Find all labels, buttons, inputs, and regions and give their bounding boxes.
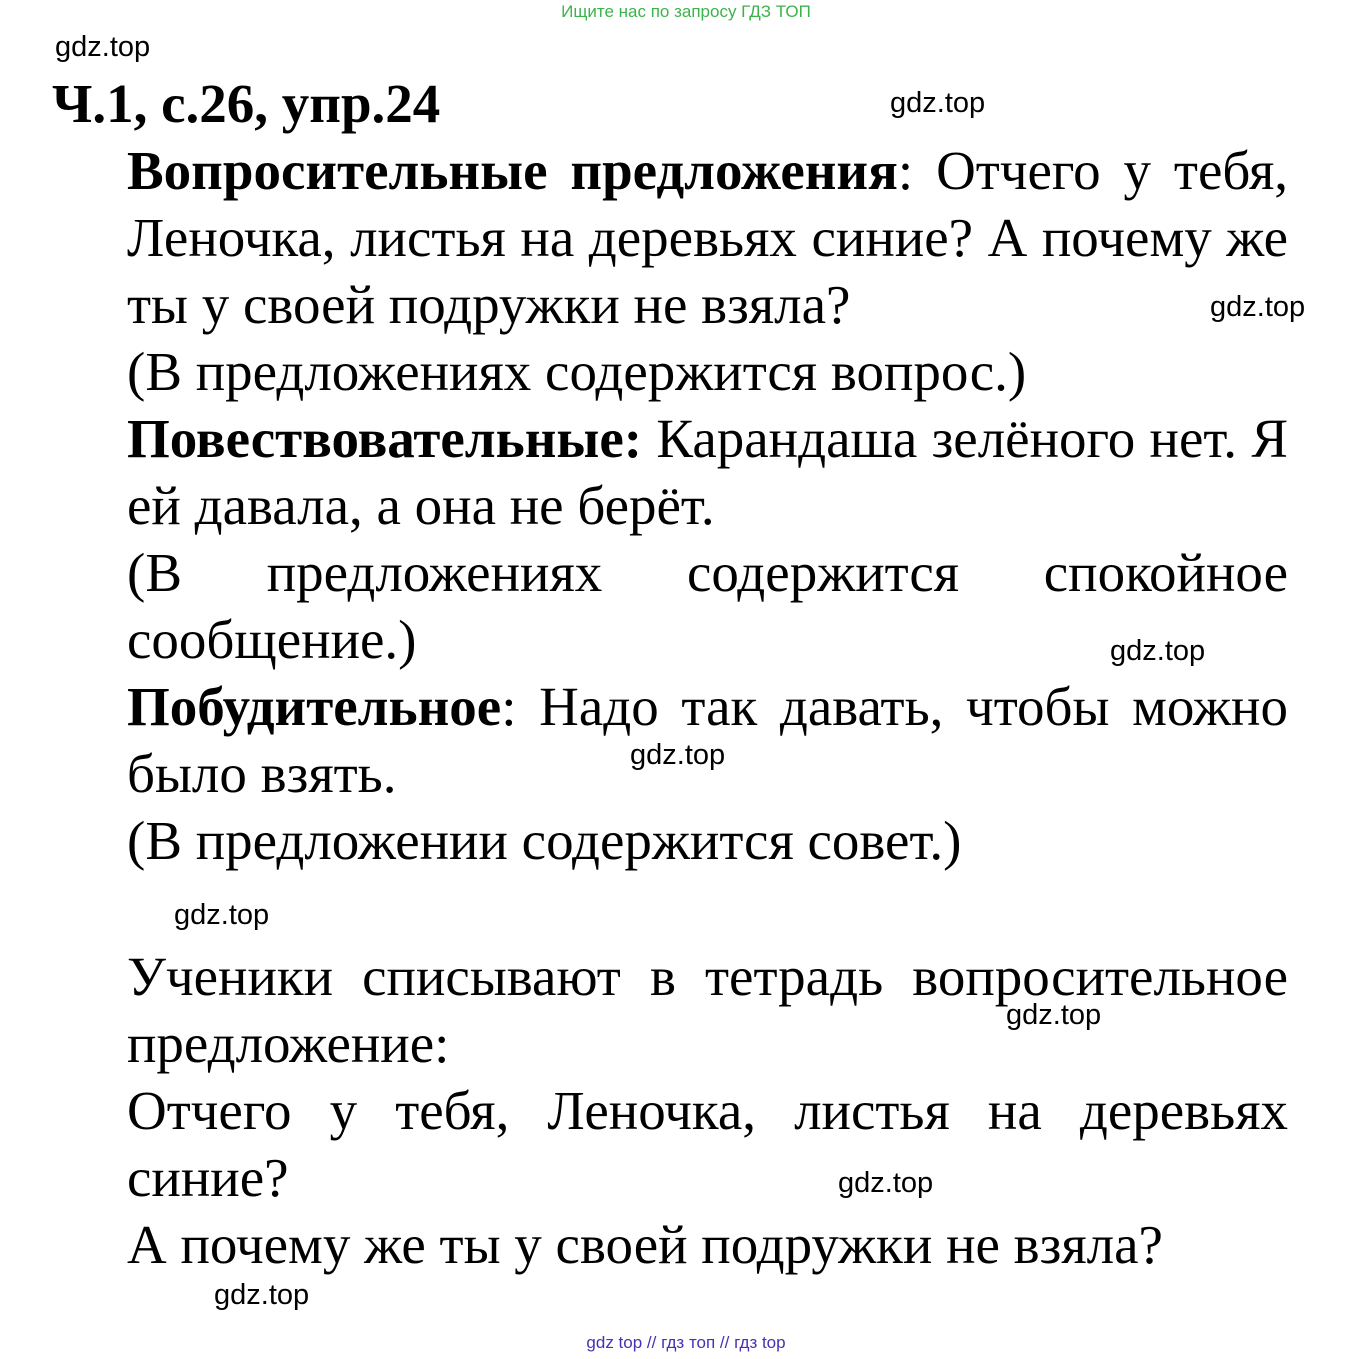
interrogative-text: : Отчего у тебя, Леночка, листья на деревьях синие? А почему же ты у своей подружки не взяла?: [127, 140, 1289, 335]
declarative-text: Карандаша зелёного нет. Я ей давала, а она не берёт.: [127, 408, 1288, 536]
task-intro: Ученики списывают в тетрадь вопросительное предложение:: [127, 946, 1288, 1074]
spacer: [127, 874, 1288, 943]
watermark: gdz.top: [838, 1167, 934, 1199]
interrogative-label: Вопросительные предложения: [127, 140, 898, 201]
interrogative-note: (В предложениях содержится вопрос.): [127, 341, 1027, 402]
footer-links[interactable]: gdz top // гдз топ // гдз top: [586, 1333, 786, 1352]
exercise-content: [127, 137, 1288, 1278]
imperative-note: (В предложении содержится совет.): [127, 810, 962, 871]
watermark: gdz.top: [1006, 999, 1102, 1031]
declarative-label: Повествовательные:: [127, 408, 643, 469]
watermark: gdz.top: [174, 899, 270, 931]
top-banner: Ищите нас по запросу ГДЗ ТОП: [561, 2, 811, 21]
imperative-text: : Надо так давать, чтобы можно было взять.: [127, 676, 1288, 804]
task-line-1: Отчего у тебя, Леночка, листья на деревьях синие?: [127, 1080, 1288, 1208]
watermark: gdz.top: [55, 31, 151, 63]
task-line-2: А почему же ты у своей подружки не взяла?: [127, 1214, 1163, 1275]
declarative-paragraph: [127, 405, 1288, 539]
watermark: gdz.top: [214, 1279, 310, 1311]
declarative-note: (В предложениях содержится спокойное сообщение.): [127, 542, 1288, 670]
watermark: gdz.top: [890, 87, 986, 119]
page-title: Ч.1, с.26, упр.24: [52, 73, 441, 134]
interrogative-paragraph: [127, 137, 1288, 338]
imperative-label: Побудительное: [127, 676, 502, 737]
watermark: gdz.top: [1210, 291, 1306, 323]
watermark: gdz.top: [1110, 635, 1206, 667]
watermark: gdz.top: [630, 739, 726, 771]
